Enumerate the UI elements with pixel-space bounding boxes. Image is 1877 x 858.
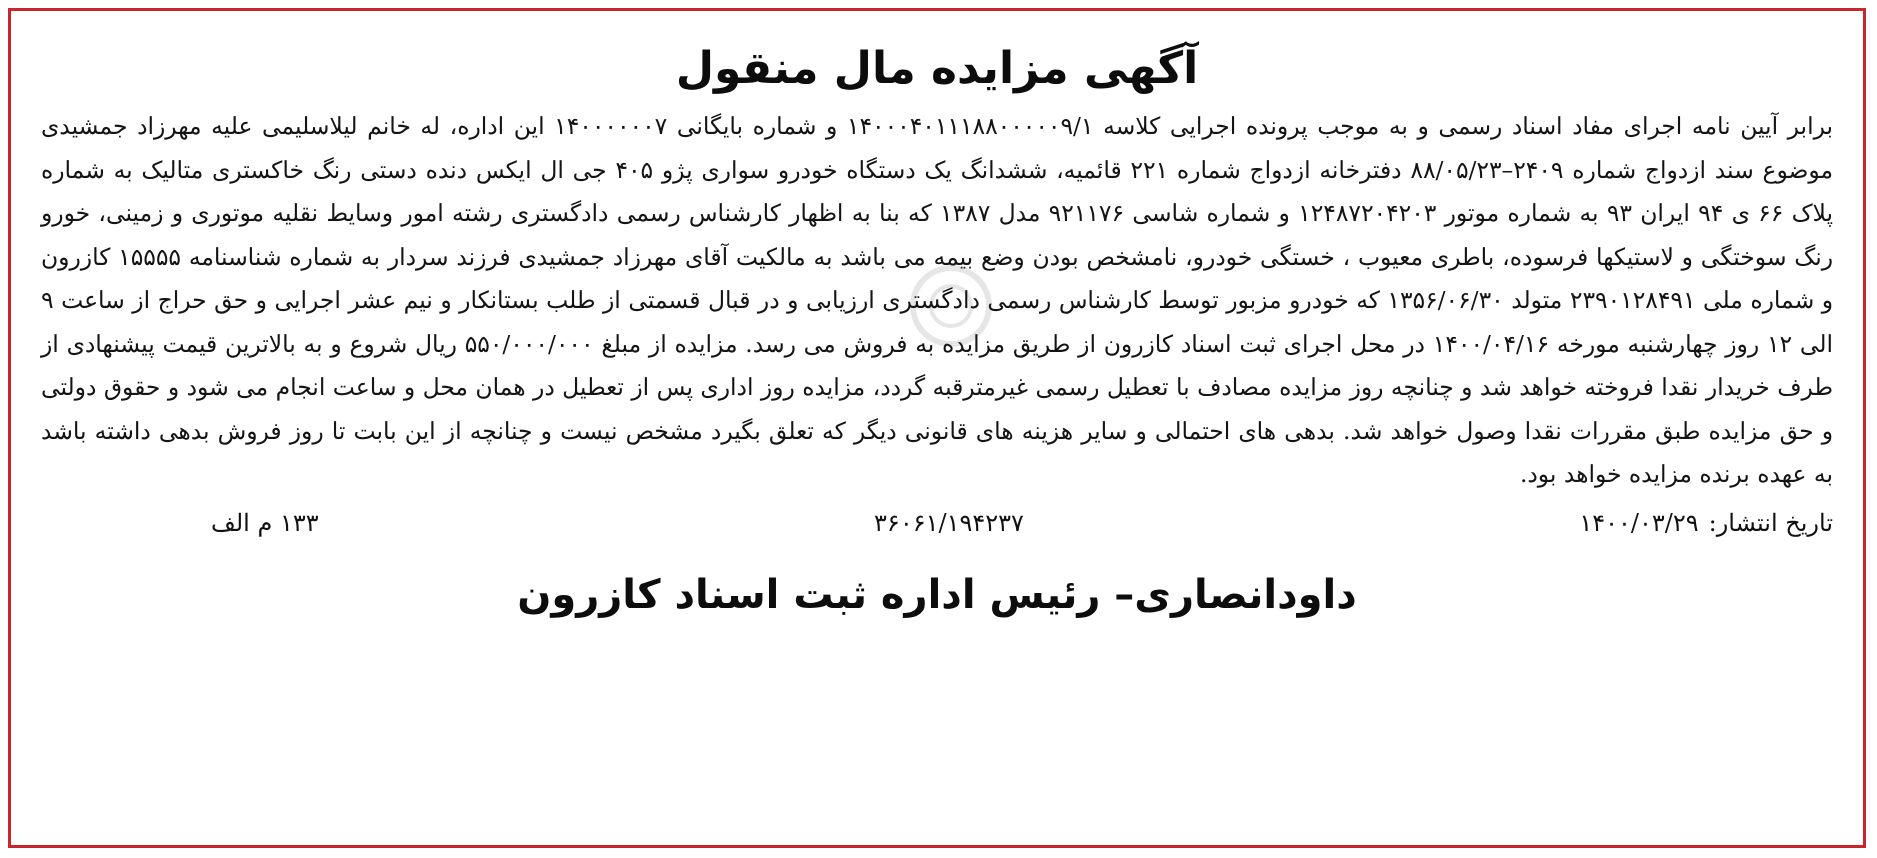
notice-border bbox=[8, 8, 1866, 848]
notice-content bbox=[41, 39, 1833, 833]
publish-date-value: ۱۴۰۰/۰۳/۲۹ bbox=[1579, 508, 1699, 537]
notice-meta-row bbox=[41, 501, 1833, 545]
publish-date-label: تاریخ انتشار: bbox=[1708, 508, 1833, 537]
reference-number: ۳۶۰۶۱/۱۹۴۲۳۷ bbox=[874, 508, 1024, 537]
notice-body: برابر آیین نامه اجرای مفاد اسناد رسمی و به موجب پرونده اجرایی کلاسه ۱۴۰۰۰۴۰۱۱۱۸۸۰۰۰۰۰۹/۱ و شماره بایگانی ۱۴۰۰۰۰۰۰۷ این اداره، له خانم لیلاسلیمی علیه مهرزاد جمشیدی موضوع سند ازدواج شماره ۲۴۰۹–۸۸/۰۵/۲۳ دفترخانه ازدواج شماره ۲۲۱ قائمیه، ششدانگ یک دستگاه خودرو سواری پژو ۴۰۵ جی ال ایکس دنده دستی رنگ خاکستری متالیک به شماره پلاک ۶۶ ی ۹۴ ایران ۹۳ به شماره موتور ۱۲۴۸۷۲۰۴۲۰۳ و شماره شاسی ۹۲۱۱۷۶ مدل ۱۳۸۷ که بنا به اظهار کارشناس رسمی دادگستری رشته امور وسایط نقلیه موتوری و زمینی، خورو رنگ سوختگی و لاستیکها فرسوده، باطری معیوب ، خستگی خودرو، نامشخص بودن وضع بیمه می باشد به مالکیت آقای مهرزاد جمشیدی فرزند سردار به شماره شناسنامه ۱۵۵۵۵ کازرون و شماره ملی ۲۳۹۰۱۲۸۴۹۱ متولد ۱۳۵۶/۰۶/۳۰ که خودرو مزبور توسط کارشناس رسمی دادگستری ارزیابی و در قبال قسمتی از طلب بستانکار و نیم عشر اجرایی و حق حراج از ساعت ۹ الی ۱۲ روز چهارشنبه مورخه ۱۴۰۰/۰۴/۱۶ در محل اجرای ثبت اسناد کازرون از طریق مزایده به فروش می رسد. مزایده از مبلغ ۵۵۰/۰۰۰/۰۰۰ ریال شروع و به بالاترین قیمت پیشنهادی از طرف خریدار نقدا فروخته خواهد شد و چنانچه روز مزایده مصادف با تعطیل رسمی غیرمترقبه گردد، مزایده روز اداری پس از تعطیل در همان محل و ساعت انجام می شود و حقوق دولتی و حق مزایده طبق مقررات نقدا وصول خواهد شد. بدهی های احتمالی و سایر هزینه های قانونی دیگر که تعلق بگیرد مشخص نیست و چنانچه از این بابت تا روز فروش بدهی داشته باشد به عهده برنده مزایده خواهد بود. bbox=[41, 112, 1834, 488]
notice-code: ۱۳۳ م الف bbox=[211, 508, 319, 537]
notice-title: آگهی مزایده مال منقول bbox=[675, 43, 1199, 94]
publish-date bbox=[1579, 509, 1833, 537]
signature: داودانصاری– رئیس اداره ثبت اسناد کازرون bbox=[517, 571, 1357, 618]
